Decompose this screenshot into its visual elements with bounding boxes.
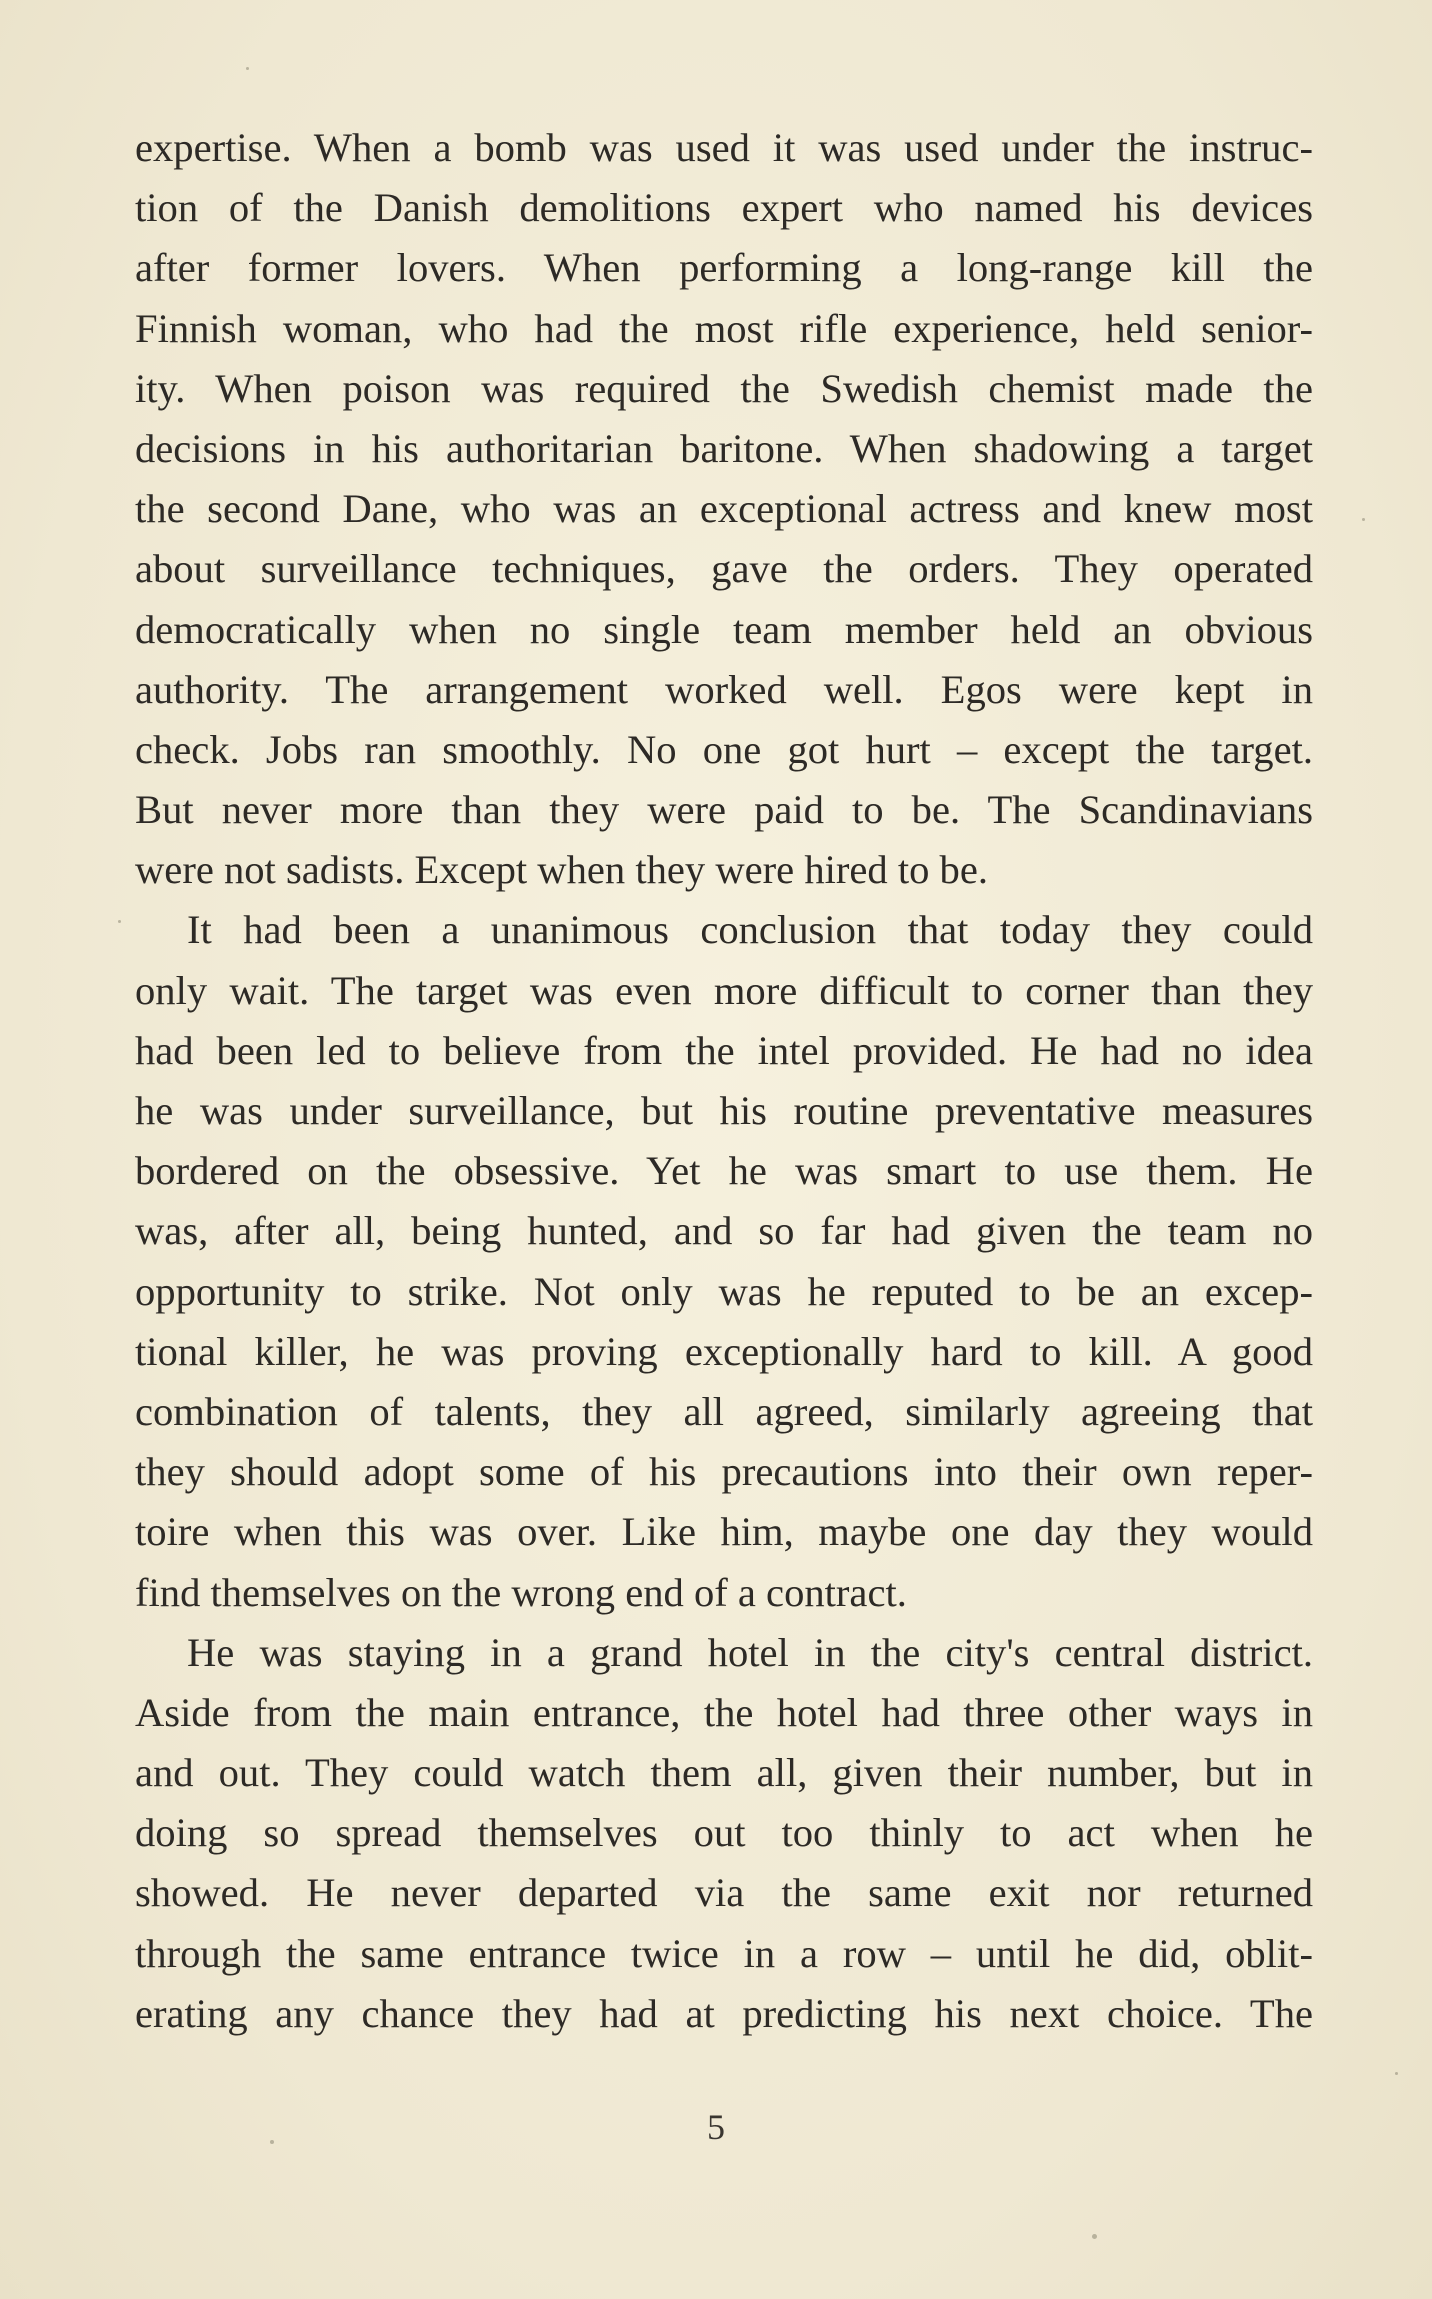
text-line: was, after all, being hunted, and so far had given the team no xyxy=(135,1208,1313,1254)
paper-speck xyxy=(1092,2234,1097,2239)
page-number: 5 xyxy=(707,2107,725,2147)
text-line: he was under surveillance, but his routine preventative measures xyxy=(135,1088,1313,1133)
text-line: decisions in his authoritarian baritone. When shadowing a target xyxy=(135,425,1313,471)
paragraph xyxy=(135,900,1313,1622)
text-line: ity. When poison was required the Swedish chemist made the xyxy=(135,365,1313,411)
text-line: opportunity to strike. Not only was he reputed to be an excep- xyxy=(135,1268,1313,1314)
text-line: about surveillance techniques, gave the orders. They operated xyxy=(135,546,1313,592)
text-line: Aside from the main entrance, the hotel had three other ways in xyxy=(135,1689,1313,1735)
paragraph xyxy=(135,118,1313,900)
paragraph xyxy=(135,1623,1313,2044)
text-line: erating any chance they had at predicting his next choice. The xyxy=(135,1990,1313,2036)
text-line: tional killer, he was proving exceptionally hard to kill. A good xyxy=(135,1328,1313,1374)
text-line: they should adopt some of his precautions into their own reper- xyxy=(135,1449,1313,1495)
paper-speck xyxy=(246,67,249,70)
text-line: He was staying in a grand hotel in the city's central district. xyxy=(187,1629,1313,1675)
text-line: But never more than they were paid to be. The Scandinavians xyxy=(135,787,1313,833)
text-line: Finnish woman, who had the most rifle experience, held senior- xyxy=(135,305,1313,351)
text-line: the second Dane, who was an exceptional actress and knew most xyxy=(135,486,1313,532)
text-line: It had been a unanimous conclusion that today they could xyxy=(187,907,1313,953)
body-text xyxy=(135,118,1313,2044)
text-line: democratically when no single team member held an obvious xyxy=(135,606,1313,652)
text-line: showed. He never departed via the same exit nor returned xyxy=(135,1870,1313,1916)
text-line: were not sadists. Except when they were hired to be. xyxy=(135,847,988,893)
paper-speck xyxy=(1395,2072,1398,2075)
text-line: expertise. When a bomb was used it was used under the instruc- xyxy=(135,125,1313,170)
text-line: only wait. The target was even more difficult to corner than they xyxy=(135,967,1313,1013)
paper-speck xyxy=(118,920,121,923)
text-line: doing so spread themselves out too thinly to act when he xyxy=(135,1810,1313,1856)
text-line: tion of the Danish demolitions expert who named his devices xyxy=(135,185,1313,231)
text-line: through the same entrance twice in a row – until he did, oblit- xyxy=(135,1930,1313,1976)
text-line: find themselves on the wrong end of a contract. xyxy=(135,1569,907,1615)
paper-speck xyxy=(1362,518,1365,521)
text-line: had been led to believe from the intel provided. He had no idea xyxy=(135,1027,1313,1073)
text-line: bordered on the obsessive. Yet he was smart to use them. He xyxy=(135,1148,1313,1194)
text-line: authority. The arrangement worked well. Egos were kept in xyxy=(135,666,1313,712)
text-line: check. Jobs ran smoothly. No one got hurt – except the target. xyxy=(135,726,1313,772)
text-line: after former lovers. When performing a long-range kill the xyxy=(135,245,1313,291)
paper-speck xyxy=(270,2140,274,2144)
text-line: toire when this was over. Like him, maybe one day they would xyxy=(135,1509,1313,1555)
text-line: and out. They could watch them all, given their number, but in xyxy=(135,1750,1313,1796)
text-line: combination of talents, they all agreed, similarly agreeing that xyxy=(135,1388,1313,1434)
